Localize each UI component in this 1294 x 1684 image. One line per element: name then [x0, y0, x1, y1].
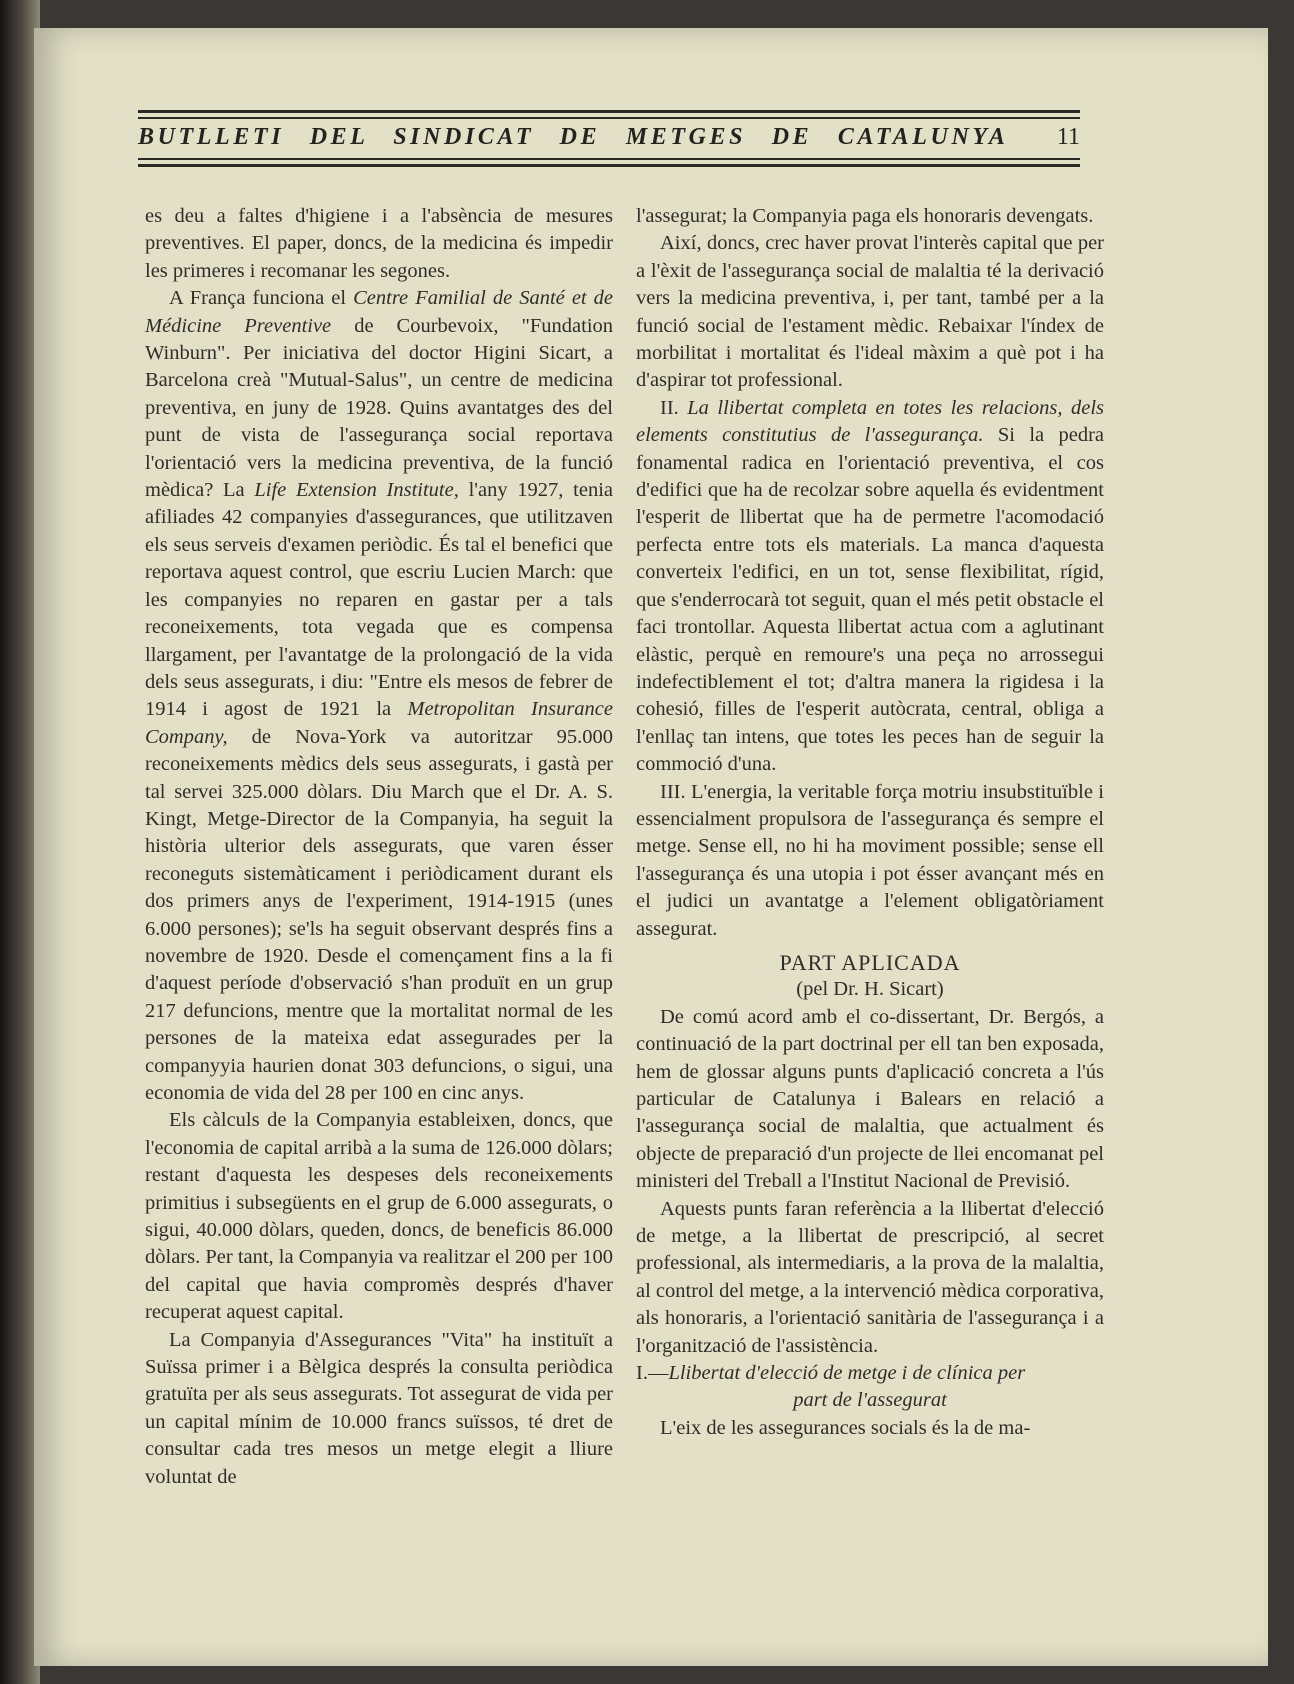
header-rule	[138, 164, 1080, 167]
running-header	[138, 108, 1080, 170]
paragraph: Els càlculs de la Companyia estableixen, doncs, que l'economia de capital arribà a la suma de 126.000 dòlars; restant d'aquesta les despeses dels reconeixements primitius i subsegüents en el grup de 6.000 assegurats, o sigui, 40.000 dòlars, queden, doncs, de beneficis 86.000 dòlars. Per tant, la Companyia va realitzar el 200 per 100 del capital que havia compromès després d'haver recuperat aquest capital.	[145, 1109, 613, 1324]
header-rule	[138, 110, 1080, 113]
paragraph: Aquests punts faran referència a la llibertat d'elecció de metge, a la llibertat de prescripció, al secret professional, als intermediaris, a la prova de la malaltia, al control del metge, a la intervenció mèdica corporativa, als honoraris, a l'orientació sanitària de l'assegurança i a l'organització de l'assistència.	[636, 1197, 1104, 1357]
subsection-title: I.—Llibertat d'elecció de metge i de clínica per	[636, 1362, 1026, 1385]
italic-text: Metropolitan Insurance Company,	[145, 698, 613, 748]
paragraph: II. La llibertat completa en totes les relacions, dels elements constitutius de l'assegurança. Si la pedra fonamental radica en l'orientació preventiva, el cos d'edifici que ha de recolzar sobre aquella és evidentment l'esperit de llibertat que ha de permetre l'acomodació perfecta entre tots els materials. La manca d'aquesta converteix l'edifici, en un tot, sense flexibilitat, rígid, que s'enderrocarà tot seguit, quan el més petit obstacle el faci trontollar. Aquesta llibertat actua com a aglutinant elàstic, perquè en remoure's una peça no arrossegui indefectiblement el tot; d'altra manera la rigidesa i la cohesió, filles de l'esperit autòcrata, central, obliga a l'enllaç tan intens, que totes les peces han de seguir la commoció d'una.	[636, 396, 1105, 776]
italic-text: Life Extension Institute,	[254, 479, 459, 502]
paragraph: l'assegurat; la Companyia paga els honoraris devengats.	[636, 205, 1094, 227]
left-column	[145, 203, 613, 1491]
right-column	[636, 203, 1104, 1442]
section-subheading: (pel Dr. H. Sicart)	[796, 978, 944, 1001]
paragraph: De comú acord amb el co-dissertant, Dr. Bergós, a continuació de la part doctrinal per ell tan ben exposada, hem de glossar alguns punts d'aplicació concreta a l'ús particular de Catalunya i Balears en relació a l'assegurança social de malaltia, que actualment és objecte de preparació d'un projecte de llei encomanat pel ministeri del Treball a l'Institut Nacional de Previsió.	[636, 1005, 1104, 1193]
paragraph: III. L'energia, la veritable força motriu insubstituïble i essencialment propulsora de l'assegurança és sempre el metge. Sense ell, no hi ha moviment possible; sense ell l'assegurança és una utopia i pot ésser avançant més en el judici un avantatge a l'element obligatòriament assegurat.	[636, 780, 1104, 940]
paragraph: A França funciona el Centre Familial de Santé et de Médicine Preventive de Courbevoix, "Fundation Winburn". Per iniciativa del doctor Higini Sicart, a Barcelona creà "Mutual-Salus", un centre de medicina preventiva, en juny de 1928. Quins avantatges des del punt de vista de l'assegurança social reportava l'orientació vers la medicina preventiva, de la funció mèdica? La Life Extension Institute, l'any 1927, tenia afiliades 42 companyies d'assegurances, que utilitzaven els seus serveis d'examen periòdic. És tal el benefici que reportava aquest control, que escriu Lucien March: que les companyies no reparen en gastar per a tals reconeixements, tota vegada que es compensa llargament, per l'avantatge de la prolongació de la vida dels seus assegurats, i diu: "Entre els mesos de febrer de 1914 i agost de 1921 la Metropolitan Insurance Company, de Nova-York va autoritzar 95.000 reconeixements mèdics dels seus assegurats, i gastà per tal servei 325.000 dòlars. Diu March que el Dr. A. S. Kingt, Metge-Director de la Companyia, ha seguit la història ulterior dels assegurats, que varen ésser reconeguts sistemàticament i periòdicament durant els dos primers anys de l'experiment, 1914-1915 (unes 6.000 persones); se'ls ha seguit observant després fins a novembre de 1920. Desde el començament fins a la fi d'aquest període d'observació s'han produït en un grup 217 defuncions, mentre que la mortalitat normal de les persones de la mateixa edat assegurades per la companyyia haurien donat 303 defuncions, o sigui, una economia de vida del 28 per 100 en cinc anys.	[145, 287, 614, 1104]
header-rule	[138, 158, 1080, 160]
paragraph: Així, doncs, crec haver provat l'interès capital que per a l'èxit de l'assegurança social de malaltia té la derivació vers la medicina preventiva, i, per tant, també per a la funció social de l'estament mèdic. Rebaixar l'índex de morbilitat i mortalitat és l'ideal màxim a què pot i ha d'aspirar tot professional.	[636, 232, 1104, 392]
paragraph: L'eix de les assegurances socials és la de ma-	[660, 1416, 1031, 1439]
page-number: 11	[1056, 124, 1080, 150]
paragraph: es deu a faltes d'higiene i a l'absència de mesures preventives. El paper, doncs, de la medicina és impedir les primeres i recomanar les segones.	[145, 205, 613, 282]
italic-text: Centre Familial de Santé et de Médicine Preventive	[145, 287, 613, 337]
subsection-title-continued: part de l'assegurat	[793, 1389, 947, 1412]
paragraph: La Companyia d'Assegurances "Vita" ha instituït a Suïssa primer i a Bèlgica després la consulta periòdica gratuïta per als seus assegurats. Tot assegurat de vida per un capital mínim de 10.000 francs suïssos, té dret de consultar cada tres mesos un metge elegit a lliure voluntat de	[145, 1328, 613, 1488]
italic-text: La llibertat completa en totes les relacions, dels elements constitutius de l'assegurança.	[636, 396, 1104, 447]
journal-title: BUTLLETI DEL SINDICAT DE METGES DE CATALUNYA	[138, 124, 1009, 150]
section-heading: PART APLICADA	[779, 949, 961, 975]
header-rule	[138, 117, 1080, 119]
